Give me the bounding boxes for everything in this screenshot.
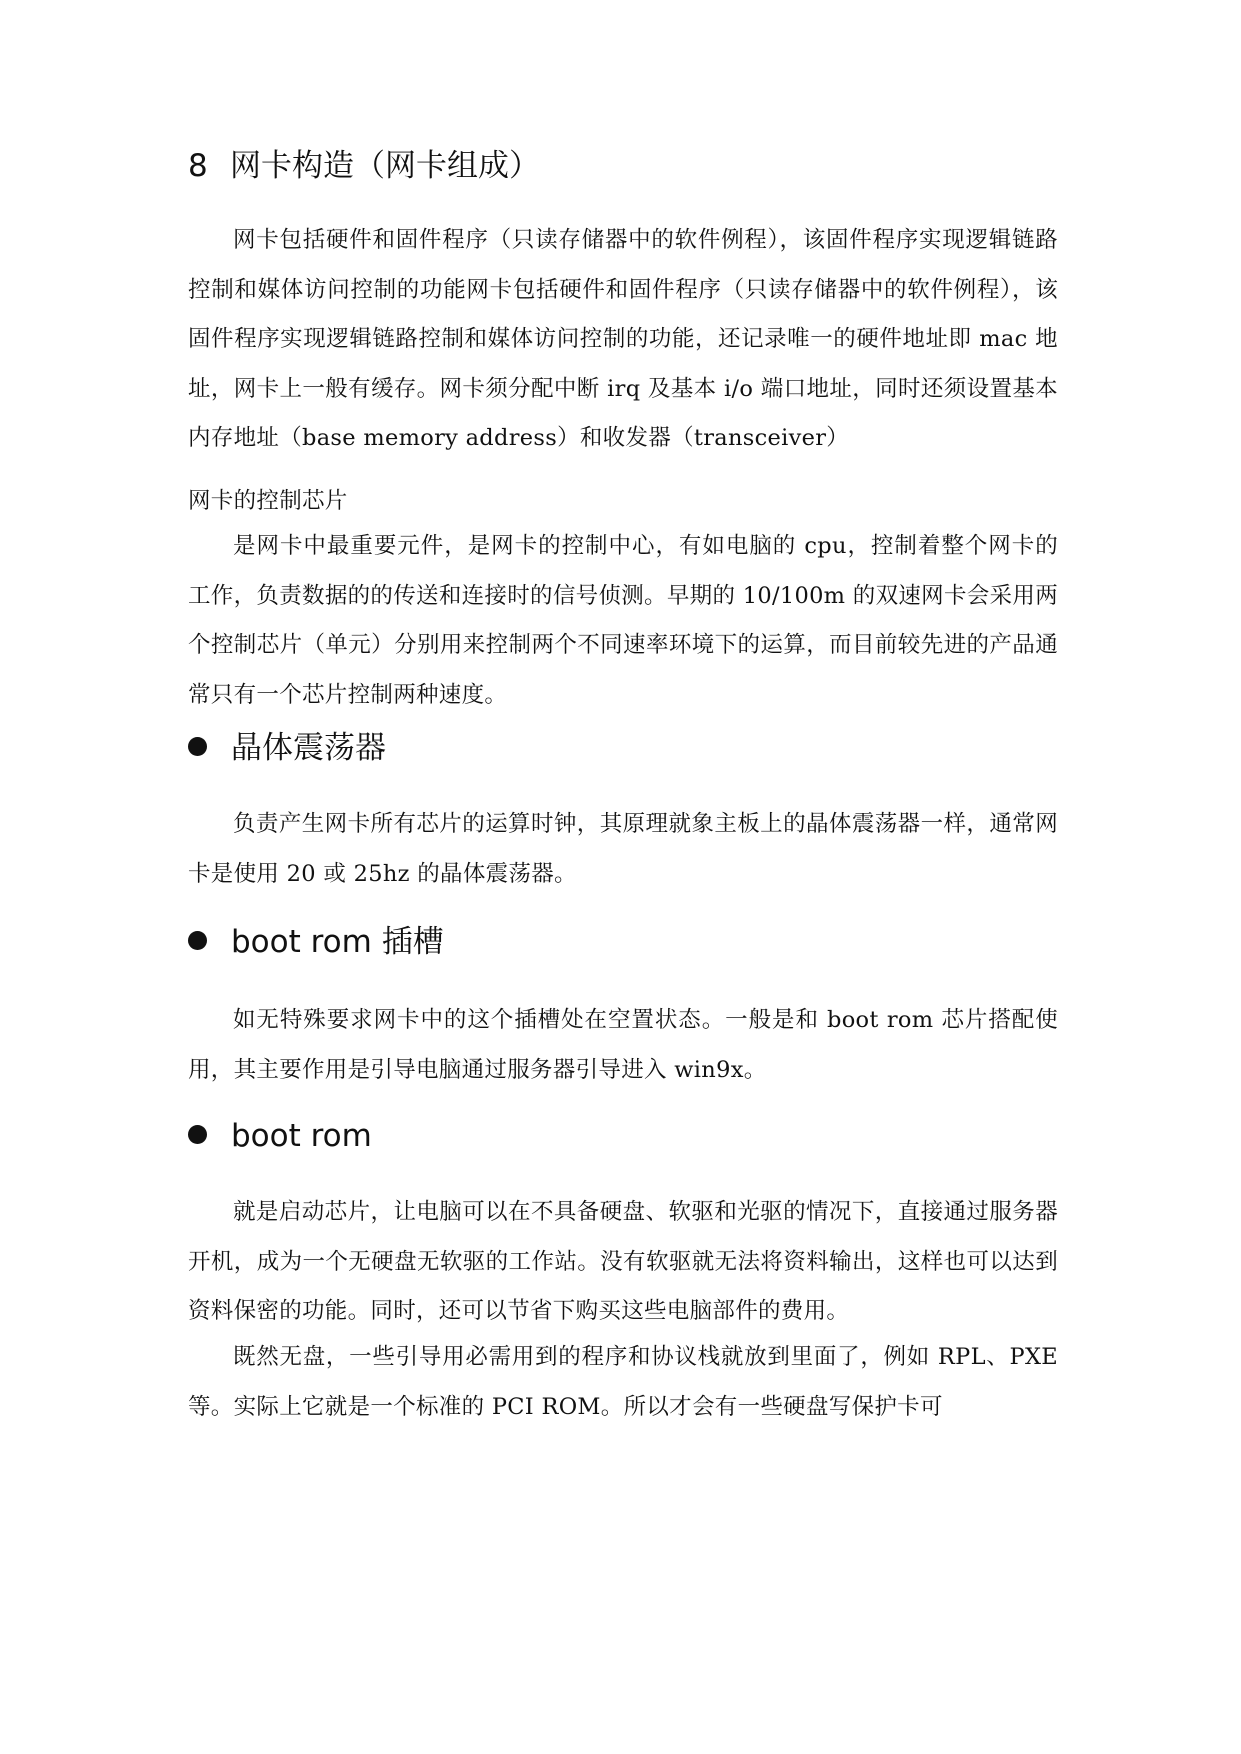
section-number: 8 <box>188 148 208 184</box>
chip-paragraph: 是网卡中最重要元件，是网卡的控制中心，有如电脑的 cpu，控制着整个网卡的工作，负责数据的的传送和连接时的信号侦测。早期的 10/100m 的双速网卡会采用两个控制芯片（单元）分别用来控制两个不同速率环境下的运算，而目前较先进的产品通常只有一个芯片控制两种速度。 <box>188 533 1058 708</box>
intro-paragraph: 网卡包括硬件和固件程序（只读存储器中的软件例程），该固件程序实现逻辑链路控制和媒体访问控制的功能网卡包括硬件和固件程序（只读存储器中的软件例程），该固件程序实现逻辑链路控制和媒体访问控制的功能，还记录唯一的硬件地址即 mac 地址，网卡上一般有缓存。网卡须分配中断 irq 及基本 i/o 端口地址，同时还须设置基本内存地址（base memory address）和收发器（transceiver） <box>188 227 1058 451</box>
bullet-icon <box>188 1125 207 1144</box>
bootrom-slot-heading <box>188 922 444 962</box>
bootrom-heading <box>188 1116 372 1156</box>
bootrom-slot-heading-text: boot rom 插槽 <box>231 924 444 960</box>
section-heading <box>188 146 540 186</box>
bootrom-heading-text: boot rom <box>231 1118 372 1154</box>
bootrom-paragraph-1: 就是启动芯片，让电脑可以在不具备硬盘、软驱和光驱的情况下，直接通过服务器开机，成为一个无硬盘无软驱的工作站。没有软驱就无法将资料输出，这样也可以达到资料保密的功能。同时，还可以节省下购买这些电脑部件的费用。 <box>188 1199 1058 1324</box>
bullet-icon <box>188 931 207 950</box>
crystal-heading-text: 晶体震荡器 <box>231 730 386 766</box>
section-title: 网卡构造（网卡组成） <box>230 148 540 184</box>
chip-subheading: 网卡的控制芯片 <box>188 488 348 514</box>
bootrom-slot-paragraph: 如无特殊要求网卡中的这个插槽处在空置状态。一般是和 boot rom 芯片搭配使用，其主要作用是引导电脑通过服务器引导进入 win9x。 <box>188 1007 1058 1083</box>
bullet-icon <box>188 737 207 756</box>
crystal-paragraph: 负责产生网卡所有芯片的运算时钟，其原理就象主板上的晶体震荡器一样，通常网卡是使用 20 或 25hz 的晶体震荡器。 <box>188 811 1058 887</box>
crystal-heading <box>188 728 386 768</box>
bootrom-paragraph-2: 既然无盘，一些引导用必需用到的程序和协议栈就放到里面了，例如 RPL、PXE 等。实际上它就是一个标准的 PCI ROM。所以才会有一些硬盘写保护卡可 <box>188 1344 1058 1420</box>
